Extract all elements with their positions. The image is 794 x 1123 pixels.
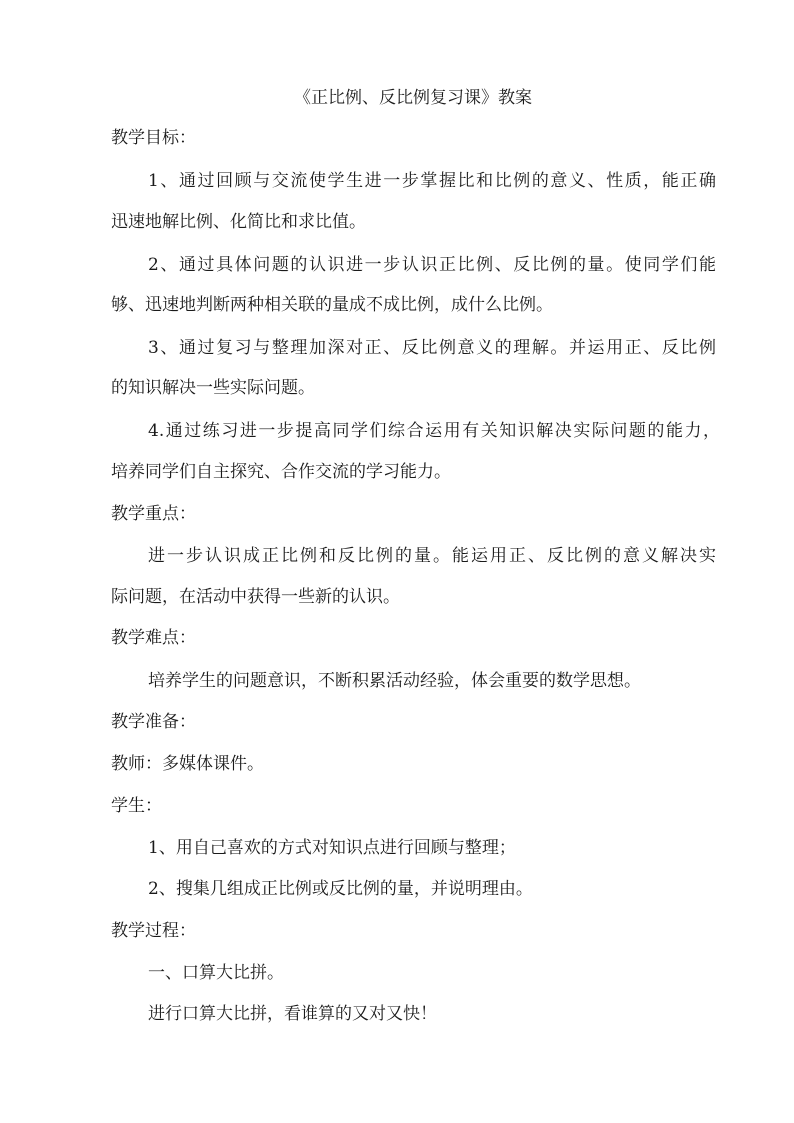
objective-1-line-1: 1、通过回顾与交流使学生进一步掌握比和比例的意义、性质，能正确 — [148, 171, 716, 191]
key-points-line-2: 际问题，在活动中获得一些新的认识。 — [111, 587, 400, 607]
difficulties-text: 培养学生的问题意识，不断积累活动经验，体会重要的数学思想。 — [148, 671, 641, 691]
objective-1-line-2: 迅速地解比例、化简比和求比值。 — [111, 212, 366, 232]
objective-2-line-1: 2、通过具体问题的认识进一步认识正比例、反比例的量。使同学们能 — [148, 255, 716, 275]
student-preparation-item-1: 1、用自己喜欢的方式对知识点进行回顾与整理； — [148, 838, 516, 858]
heading-teaching-key-points: 教学重点： — [111, 504, 196, 524]
objective-3-line-1: 3、通过复习与整理加深对正、反比例意义的理解。并运用正、反比例 — [148, 338, 716, 358]
objective-4-line-1: 4.通过练习进一步提高同学们综合运用有关知识解决实际问题的能力， — [148, 421, 720, 441]
student-preparation-item-2: 2、搜集几组成正比例或反比例的量，并说明理由。 — [148, 879, 533, 899]
student-preparation-heading: 学生： — [111, 796, 162, 816]
heading-teaching-objectives: 教学目标： — [111, 128, 196, 148]
key-points-line-1: 进一步认识成正比例和反比例的量。能运用正、反比例的意义解决实 — [148, 546, 716, 566]
heading-teaching-preparation: 教学准备： — [111, 712, 196, 732]
teacher-preparation: 教师：多媒体课件。 — [111, 754, 264, 774]
objective-4-line-2: 培养同学们自主探究、合作交流的学习能力。 — [111, 462, 451, 482]
heading-teaching-difficulties: 教学难点： — [111, 628, 196, 648]
process-section-1-title: 一、口算大比拼。 — [148, 963, 284, 983]
objective-2-line-2: 够、迅速地判断两种相关联的量成不成比例，成什么比例。 — [111, 295, 553, 315]
heading-teaching-process: 教学过程： — [111, 921, 196, 941]
process-section-1-text: 进行口算大比拼，看谁算的又对又快！ — [148, 1004, 437, 1024]
objective-3-line-2: 的知识解决一些实际问题。 — [111, 378, 315, 398]
document-title: 《正比例、反比例复习课》教案 — [294, 88, 532, 108]
